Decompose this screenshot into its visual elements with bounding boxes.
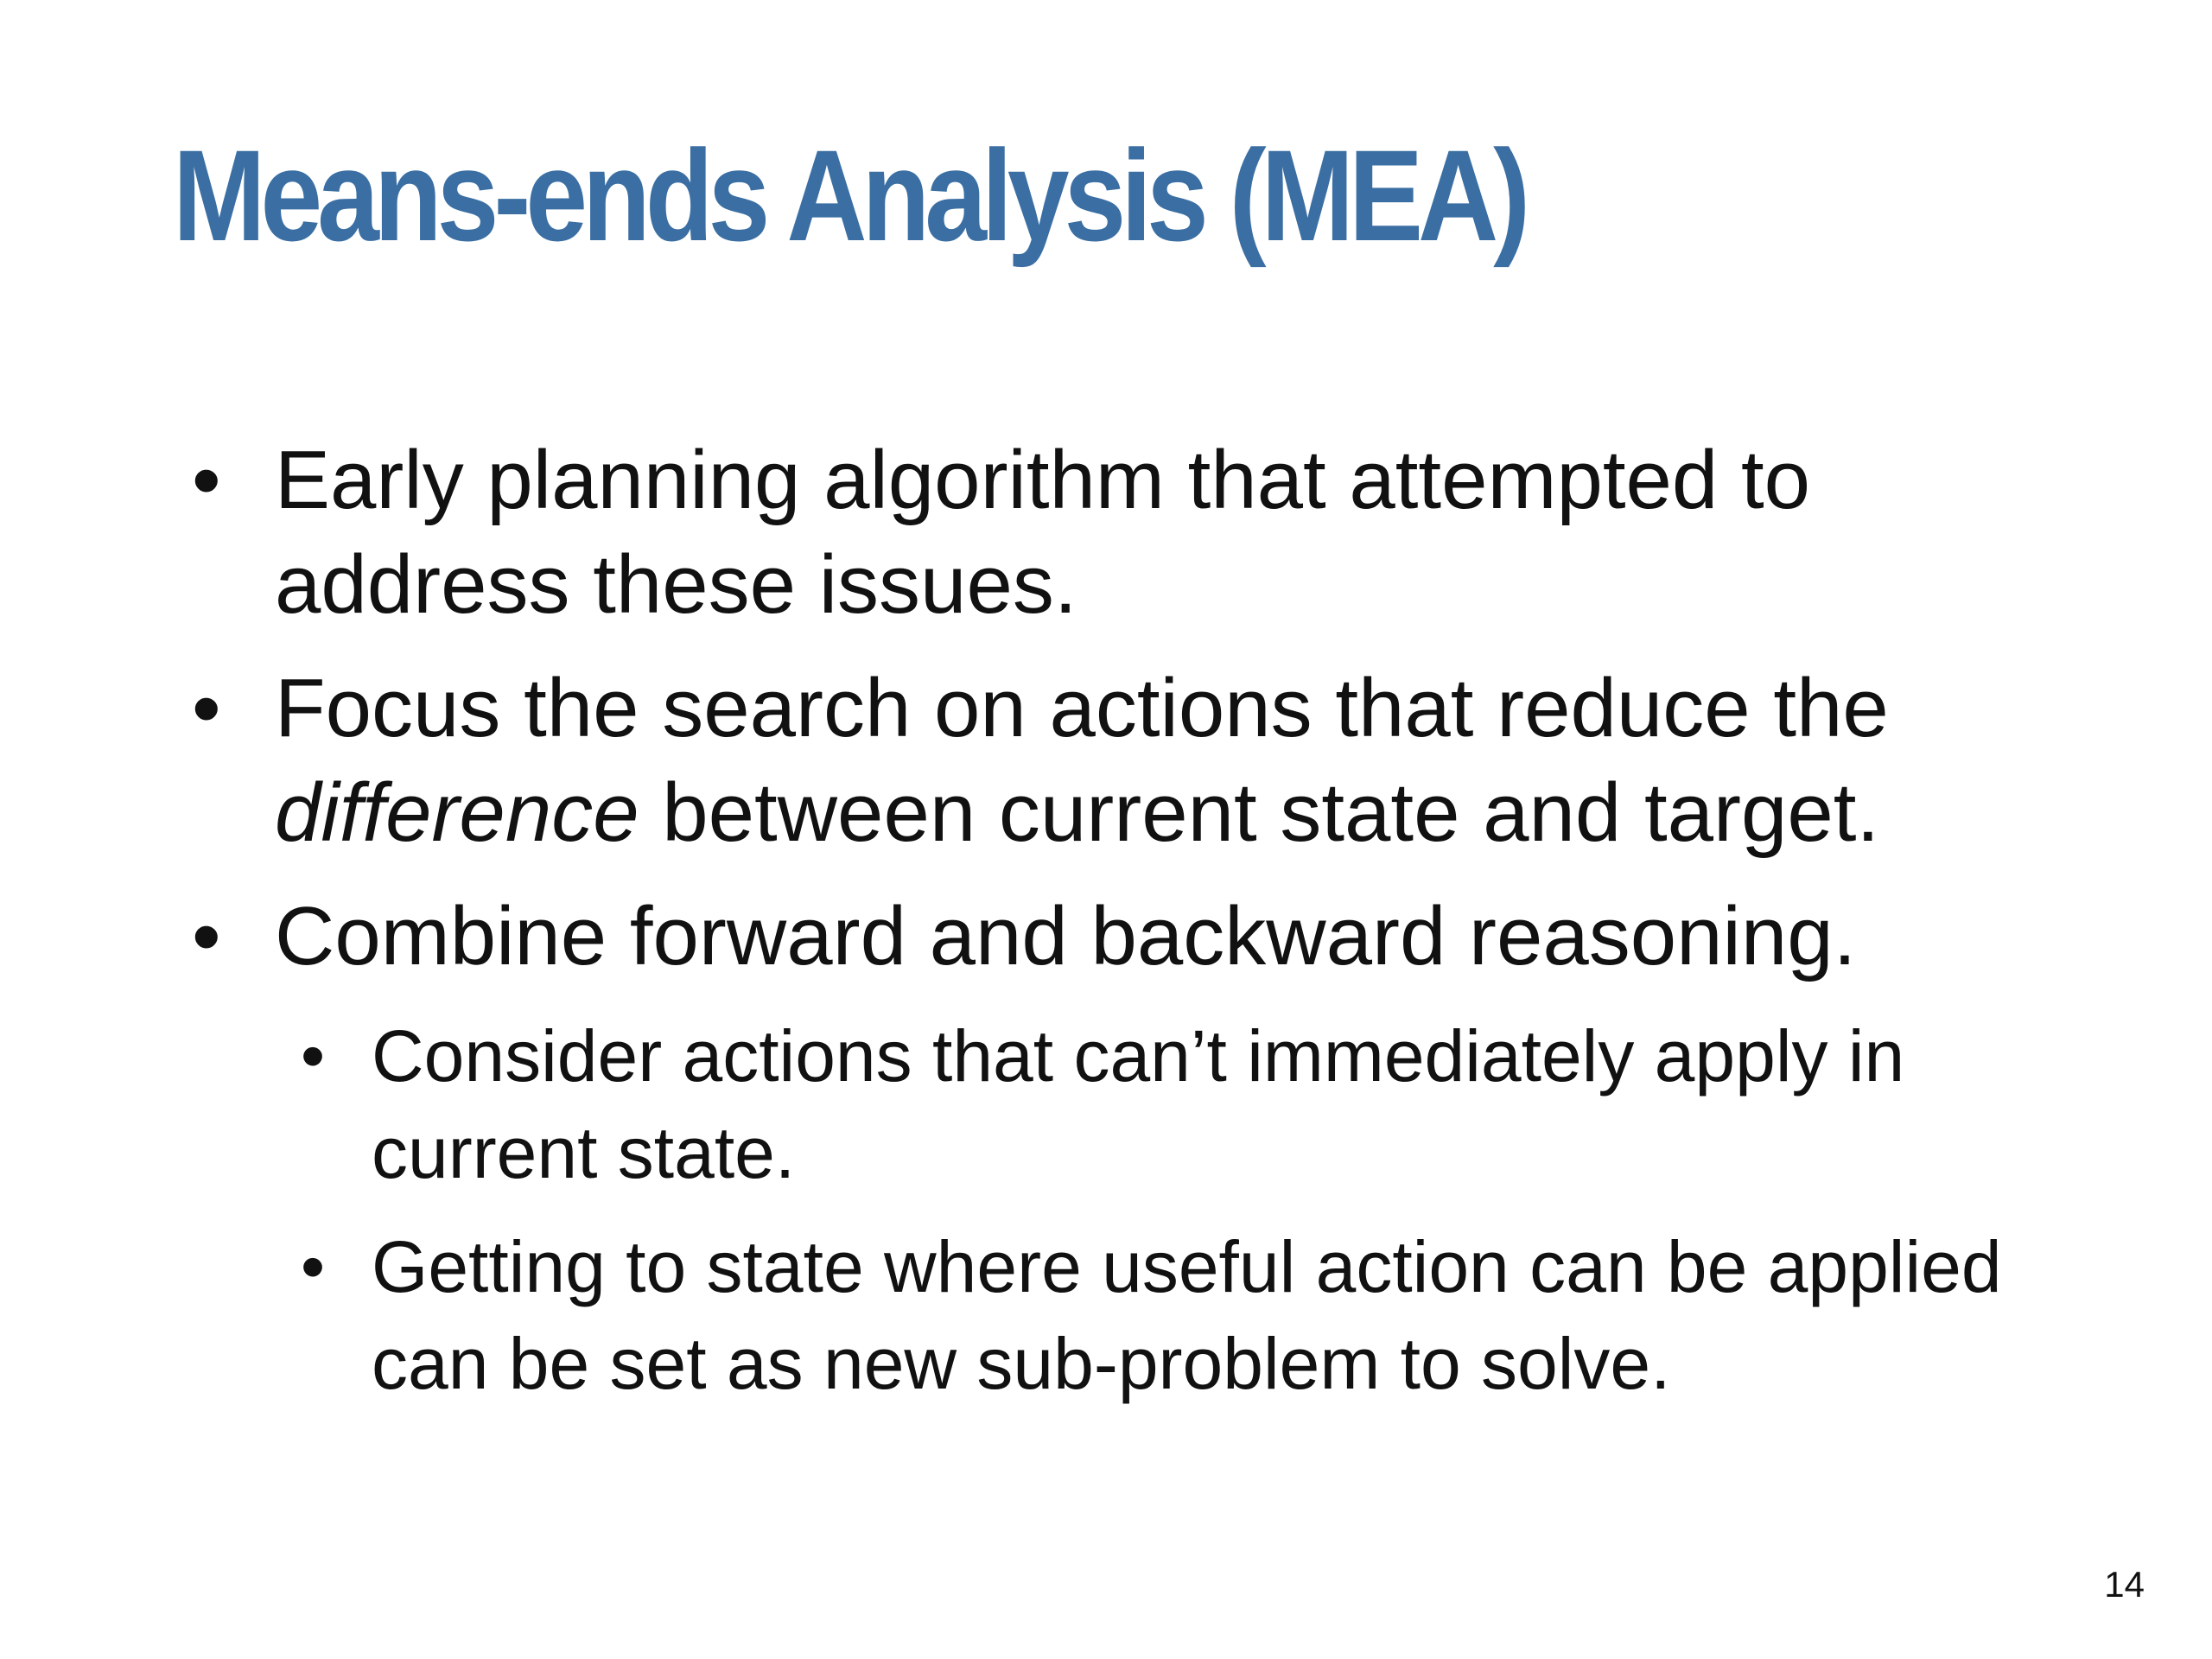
- bullet-marker: •: [192, 890, 221, 982]
- bullet-item: [181, 428, 2048, 637]
- bullet-text: Early planning algorithm that attempted to address these issues.: [275, 434, 1811, 631]
- sub-bullet-marker: •: [301, 1228, 326, 1305]
- bullet-text-emphasis: difference: [275, 766, 639, 859]
- bullet-list: [181, 428, 2048, 1429]
- bullet-marker: •: [192, 434, 221, 526]
- page-number: 14: [2104, 1564, 2145, 1605]
- sub-bullet-marker: •: [301, 1017, 326, 1094]
- sub-bullet-text: Getting to state where useful action can be applied can be set as new sub-problem to solve.: [372, 1226, 2002, 1404]
- bullet-item: [181, 884, 2048, 988]
- bullet-text-start: Focus the search on actions that reduce the: [275, 662, 1889, 754]
- bullet-text-end: between current state and target.: [639, 766, 1880, 859]
- slide-title: Means-ends Analysis (MEA): [173, 123, 1526, 268]
- bullet-marker: •: [192, 662, 221, 754]
- sub-bullet-item: [181, 1007, 2048, 1201]
- sub-bullet-text: Consider actions that can’t immediately apply in current state.: [372, 1015, 1905, 1193]
- bullet-item: [181, 656, 2048, 865]
- bullet-text: Combine forward and backward reasoning.: [275, 890, 1857, 982]
- sub-bullet-item: [181, 1218, 2048, 1412]
